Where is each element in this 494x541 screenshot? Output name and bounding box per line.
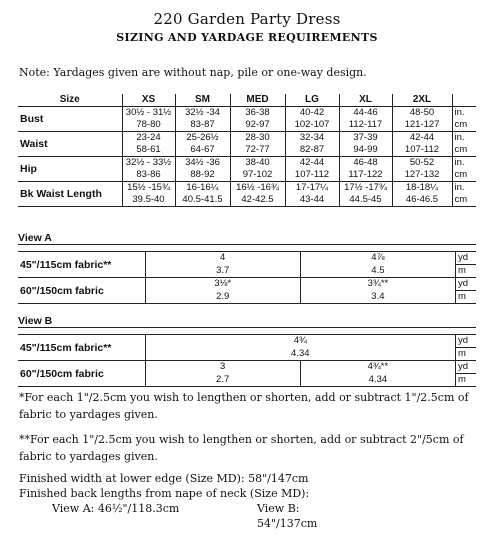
table-cell: 117-122 bbox=[339, 169, 392, 182]
view-a-60-yd-row bbox=[18, 278, 476, 291]
table-cell: 37-39 bbox=[339, 132, 392, 145]
size-header-row bbox=[18, 94, 476, 107]
table-cell: 4.34 bbox=[300, 374, 455, 387]
finished-length-view-b: View B: 54"/137cm bbox=[257, 502, 318, 530]
table-cell: 25-26½ bbox=[175, 132, 230, 145]
table-cell: 17½ -17¾ bbox=[339, 182, 392, 195]
row-label-hip: Hip bbox=[18, 157, 122, 182]
table-cell: 17-17¼ bbox=[285, 182, 339, 195]
table-cell: 4⅞ bbox=[300, 252, 455, 265]
table-cell: 16½ -16¾ bbox=[230, 182, 285, 195]
unit-label: cm bbox=[452, 144, 476, 157]
table-cell: 121-127 bbox=[392, 119, 452, 132]
view-b-60-yd-row bbox=[18, 361, 476, 374]
table-cell: 97-102 bbox=[230, 169, 285, 182]
table-cell: 44.5-45 bbox=[339, 194, 392, 207]
finished-width: Finished width at lower edge (Size MD): 58"/147cm bbox=[19, 472, 309, 485]
unit-label: cm bbox=[452, 194, 476, 207]
table-cell: 4¾** bbox=[300, 361, 455, 374]
table-cell: 3 bbox=[145, 361, 300, 374]
fabric-label-45: 45"/115cm fabric** bbox=[18, 252, 145, 278]
view-b-45-yd-row bbox=[18, 335, 476, 348]
table-cell: 94-99 bbox=[339, 144, 392, 157]
table-cell: 38-40 bbox=[230, 157, 285, 170]
hip-in-row bbox=[18, 157, 476, 170]
table-cell: 83-86 bbox=[122, 169, 175, 182]
fabric-label-60: 60"/150cm fabric bbox=[18, 278, 145, 304]
unit-label: in. bbox=[452, 182, 476, 195]
size-header-label: Size bbox=[18, 94, 122, 107]
table-cell: 42-44 bbox=[392, 132, 452, 145]
page-title: 220 Garden Party Dress bbox=[153, 10, 341, 28]
finished-length-view-a: View A: 46½"/118.3cm bbox=[52, 502, 180, 515]
size-header-lg: LG bbox=[285, 94, 339, 107]
finished-measurements bbox=[19, 471, 318, 530]
table-cell: 3⅛* bbox=[145, 278, 300, 291]
table-cell: 112-117 bbox=[339, 119, 392, 132]
table-cell: 64-67 bbox=[175, 144, 230, 157]
table-cell: 18-18¼ bbox=[392, 182, 452, 195]
bust-in-row bbox=[18, 107, 476, 120]
table-cell: 40.5-41.5 bbox=[175, 194, 230, 207]
table-cell: 3¾** bbox=[300, 278, 455, 291]
fabric-label-45: 45"/115cm fabric** bbox=[18, 335, 145, 361]
unit-label: m bbox=[456, 374, 476, 387]
unit-label: yd bbox=[456, 278, 476, 291]
size-header-xs: XS bbox=[122, 94, 175, 107]
table-cell: 30½ - 31½ bbox=[122, 107, 175, 120]
table-cell: 107-112 bbox=[392, 144, 452, 157]
bk-waist-in-row bbox=[18, 182, 476, 195]
unit-label: cm bbox=[452, 119, 476, 132]
footnote-single-asterisk: *For each 1"/2.5cm you wish to lengthen or shorten, add or subtract 1"/2.5cm of fabric to yardages given. bbox=[19, 391, 469, 421]
table-cell: 3.7 bbox=[145, 265, 300, 278]
table-cell: 39.5-40 bbox=[122, 194, 175, 207]
unit-label: m bbox=[456, 348, 476, 361]
unit-label: in. bbox=[452, 107, 476, 120]
size-header-sm: SM bbox=[175, 94, 230, 107]
footnote-double-asterisk: **For each 1"/2.5cm you wish to lengthen or shorten, add or subtract 2"/5cm of fabric to yardages given. bbox=[19, 433, 464, 463]
view-b-table bbox=[18, 315, 476, 387]
table-cell: 102-107 bbox=[285, 119, 339, 132]
table-cell: 32½ - 33½ bbox=[122, 157, 175, 170]
table-cell: 46-48 bbox=[339, 157, 392, 170]
table-cell: 83-87 bbox=[175, 119, 230, 132]
table-cell: 43-44 bbox=[285, 194, 339, 207]
table-cell: 4¾ bbox=[145, 335, 455, 348]
table-cell: 15½ -15¾ bbox=[122, 182, 175, 195]
size-table bbox=[18, 94, 476, 207]
waist-in-row bbox=[18, 132, 476, 145]
table-cell: 16-16¼ bbox=[175, 182, 230, 195]
table-cell: 42-44 bbox=[285, 157, 339, 170]
table-cell: 4.5 bbox=[300, 265, 455, 278]
table-cell: 3.4 bbox=[300, 291, 455, 304]
view-a-45-yd-row bbox=[18, 252, 476, 265]
table-cell: 28-30 bbox=[230, 132, 285, 145]
view-a-heading: View A bbox=[18, 232, 476, 245]
view-a-table bbox=[18, 232, 476, 304]
unit-label: yd bbox=[456, 335, 476, 348]
table-cell: 58-61 bbox=[122, 144, 175, 157]
row-label-bk-waist-length: Bk Waist Length bbox=[18, 182, 122, 207]
table-cell: 92-97 bbox=[230, 119, 285, 132]
table-cell: 78-80 bbox=[122, 119, 175, 132]
page-subtitle: SIZING AND YARDAGE REQUIREMENTS bbox=[116, 31, 378, 44]
table-cell: 82-87 bbox=[285, 144, 339, 157]
size-header-xl: XL bbox=[339, 94, 392, 107]
table-cell: 127-132 bbox=[392, 169, 452, 182]
unit-label: cm bbox=[452, 169, 476, 182]
unit-label: in. bbox=[452, 157, 476, 170]
unit-label: yd bbox=[456, 361, 476, 374]
yardage-note: Note: Yardages given are without nap, pile or one-way design. bbox=[19, 66, 367, 79]
table-cell: 46-46.5 bbox=[392, 194, 452, 207]
unit-label: yd bbox=[456, 252, 476, 265]
size-header-med: MED bbox=[230, 94, 285, 107]
table-cell: 23-24 bbox=[122, 132, 175, 145]
table-cell: 50-52 bbox=[392, 157, 452, 170]
table-cell: 4.34 bbox=[145, 348, 455, 361]
fabric-label-60: 60"/150cm fabric bbox=[18, 361, 145, 387]
finished-lengths-heading: Finished back lengths from nape of neck (Size MD): bbox=[19, 487, 310, 500]
table-cell: 34½ -36 bbox=[175, 157, 230, 170]
table-cell: 42-42.5 bbox=[230, 194, 285, 207]
size-header-2xl: 2XL bbox=[392, 94, 452, 107]
unit-label: m bbox=[456, 265, 476, 278]
table-cell: 2.9 bbox=[145, 291, 300, 304]
table-cell: 72-77 bbox=[230, 144, 285, 157]
table-cell: 32-34 bbox=[285, 132, 339, 145]
table-cell: 40-42 bbox=[285, 107, 339, 120]
row-label-waist: Waist bbox=[18, 132, 122, 157]
table-cell: 36-38 bbox=[230, 107, 285, 120]
unit-label: in. bbox=[452, 132, 476, 145]
table-cell: 107-112 bbox=[285, 169, 339, 182]
unit-label: m bbox=[456, 291, 476, 304]
table-cell: 44-46 bbox=[339, 107, 392, 120]
view-b-heading: View B bbox=[18, 315, 476, 328]
table-cell: 48-50 bbox=[392, 107, 452, 120]
table-cell: 32½ -34 bbox=[175, 107, 230, 120]
row-label-bust: Bust bbox=[18, 107, 122, 132]
table-cell: 88-92 bbox=[175, 169, 230, 182]
table-cell: 2.7 bbox=[145, 374, 300, 387]
table-cell: 4 bbox=[145, 252, 300, 265]
